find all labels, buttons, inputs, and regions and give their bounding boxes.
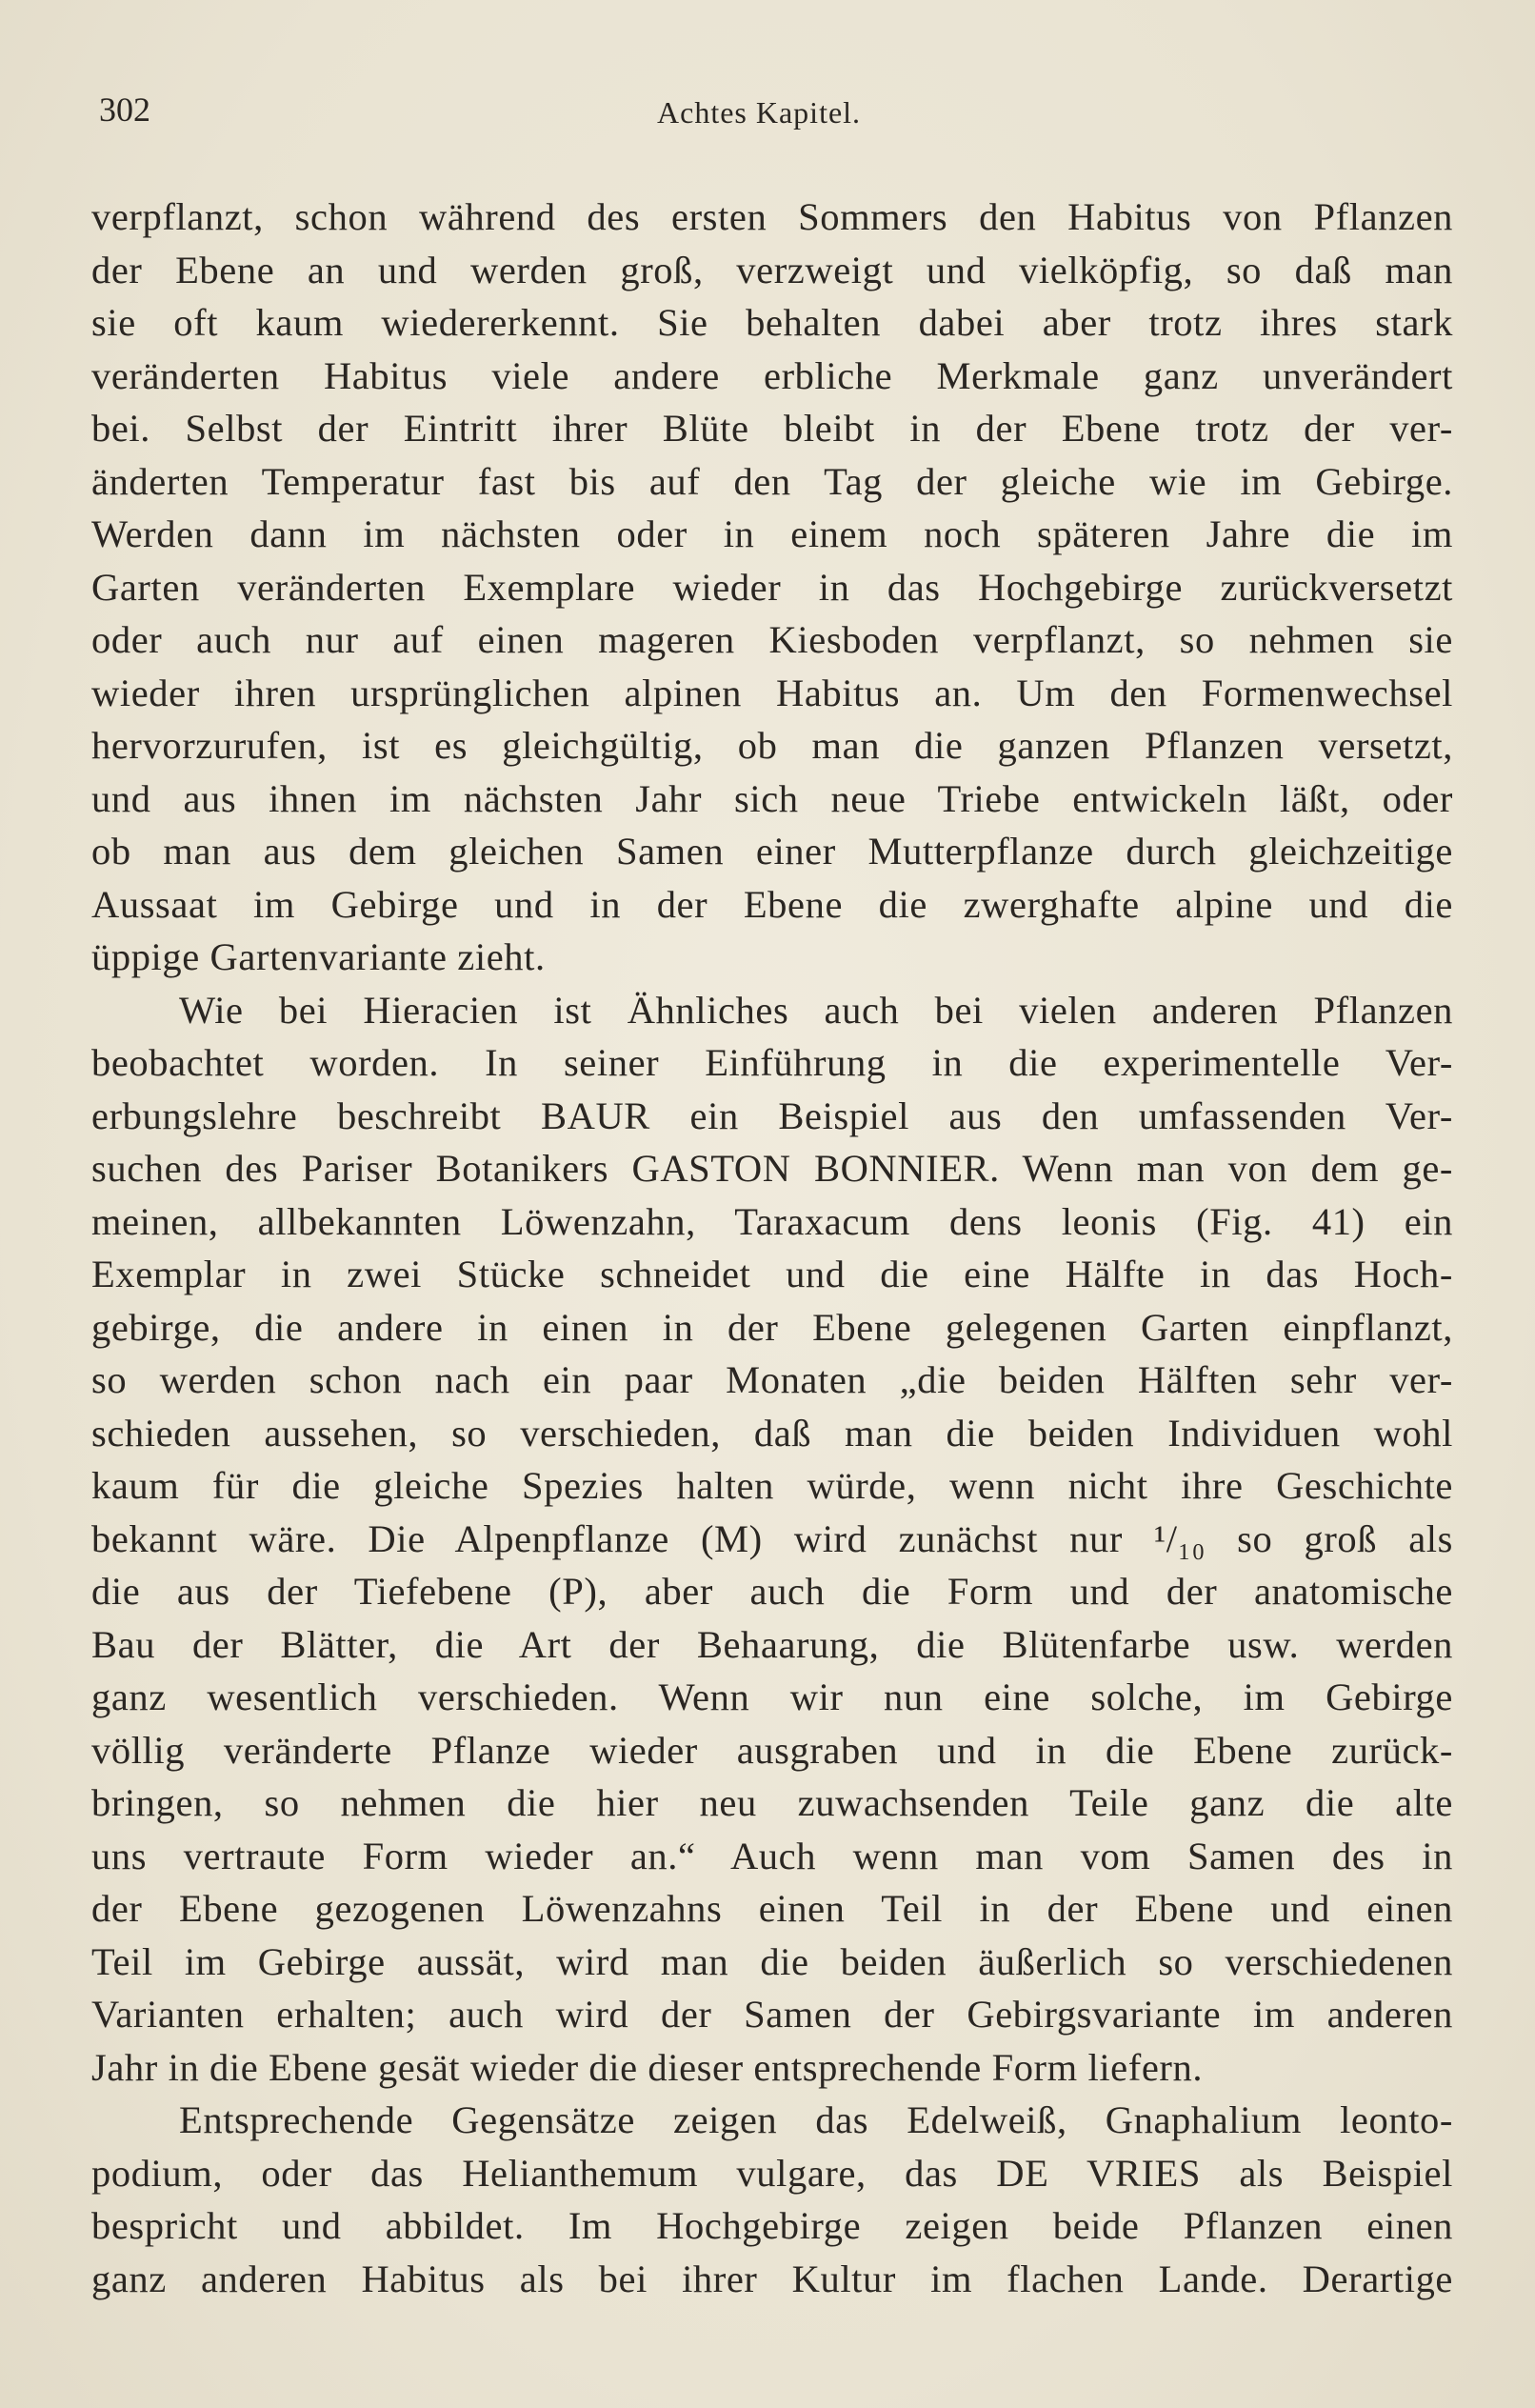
text-line: ob man aus dem gleichen Samen einer Mutterpflanze durch gleichzeitige bbox=[91, 830, 1453, 873]
text-line: wieder ihren ursprünglichen alpinen Habitus an. Um den Formenwechsel bbox=[91, 671, 1453, 714]
text-line: Bau der Blätter, die Art der Behaarung, die Blütenfarbe usw. werden bbox=[91, 1622, 1453, 1666]
body-text bbox=[91, 191, 1453, 2305]
text-line: Jahr in die Ebene gesät wieder die dieser entsprechende Form liefern. bbox=[91, 2045, 1204, 2089]
text-line: uns vertraute Form wieder an.“ Auch wenn man vom Samen des in bbox=[91, 1834, 1453, 1877]
page-number: 302 bbox=[99, 90, 150, 129]
text-line: üppige Gartenvariante zieht. bbox=[91, 935, 546, 978]
text-line: der Ebene an und werden groß, verzweigt und vielköpfig, so daß man bbox=[91, 248, 1453, 291]
text-line: bei. Selbst der Eintritt ihrer Blüte bleibt in der Ebene trotz der ver- bbox=[91, 407, 1453, 450]
text-line: Aussaat im Gebirge und in der Ebene die zwerghafte alpine und die bbox=[91, 882, 1453, 926]
page-header bbox=[99, 90, 1444, 137]
text-line: suchen des Pariser Botanikers GASTON BONNIER. Wenn man von dem ge- bbox=[91, 1147, 1453, 1190]
text-line: meinen, allbekannten Löwenzahn, Taraxacum dens leonis (Fig. 41) ein bbox=[91, 1199, 1453, 1243]
text-line: so werden schon nach ein paar Monaten „die beiden Hälften sehr ver- bbox=[91, 1358, 1453, 1401]
text-line: erbungslehre beschreibt BAUR ein Beispiel aus den umfassenden Ver- bbox=[91, 1094, 1453, 1137]
text-line: Exemplar in zwei Stücke schneidet und die eine Hälfte in das Hoch- bbox=[91, 1253, 1453, 1295]
paragraph-2 bbox=[91, 984, 1453, 2095]
text-line: ganz anderen Habitus als bei ihrer Kultur im flachen Lande. Derartige bbox=[91, 2257, 1453, 2300]
text-line: bringen, so nehmen die hier neu zuwachsenden Teile ganz die alte bbox=[91, 1781, 1453, 1824]
text-line: Entsprechende Gegensätze zeigen das Edelweiß, Gnaphalium leonto- bbox=[179, 2098, 1453, 2141]
text-line: sie oft kaum wiedererkennt. Sie behalten dabei aber trotz ihres stark bbox=[91, 301, 1453, 344]
text-line: veränderten Habitus viele andere erbliche Merkmale ganz unverändert bbox=[91, 353, 1453, 397]
paragraph-3 bbox=[91, 2094, 1453, 2305]
text-line: oder auch nur auf einen mageren Kiesboden verpflanzt, so nehmen sie bbox=[91, 618, 1453, 661]
text-line: gebirge, die andere in einen in der Ebene gelegenen Garten einpflanzt, bbox=[91, 1305, 1453, 1349]
text-line: hervorzurufen, ist es gleichgültig, ob man die ganzen Pflanzen versetzt, bbox=[91, 724, 1453, 767]
text-line: Varianten erhalten; auch wird der Samen der Gebirgsvariante im anderen bbox=[91, 1993, 1453, 2036]
text-line: Werden dann im nächsten oder in einem noch späteren Jahre die im bbox=[91, 512, 1453, 555]
text-line: beobachtet worden. In seiner Einführung in die experimentelle Ver- bbox=[91, 1041, 1453, 1084]
text-line: podium, oder das Helianthemum vulgare, das DE VRIES als Beispiel bbox=[91, 2151, 1453, 2195]
text-line: bekannt wäre. Die Alpenpflanze (M) wird zunächst nur ¹/₁₀ so groß als bbox=[91, 1516, 1453, 1560]
text-line: schieden aussehen, so verschieden, daß man die beiden Individuen wohl bbox=[91, 1411, 1453, 1455]
text-line: bespricht und abbildet. Im Hochgebirge zeigen beide Pflanzen einen bbox=[91, 2204, 1453, 2247]
text-line: ganz wesentlich verschieden. Wenn wir nun eine solche, im Gebirge bbox=[91, 1676, 1453, 1718]
text-line: kaum für die gleiche Spezies halten würde, wenn nicht ihre Geschichte bbox=[91, 1464, 1453, 1507]
running-head: Achtes Kapitel. bbox=[657, 95, 862, 130]
text-line: verpflanzt, schon während des ersten Sommers den Habitus von Pflanzen bbox=[91, 195, 1453, 238]
text-line: Teil im Gebirge aussät, wird man die beiden äußerlich so verschiedenen bbox=[91, 1939, 1453, 1983]
text-line: änderten Temperatur fast bis auf den Tag der gleiche wie im Gebirge. bbox=[91, 459, 1453, 503]
paragraph-1 bbox=[91, 191, 1453, 984]
text-line: die aus der Tiefebene (P), aber auch die Form und der anatomische bbox=[91, 1570, 1453, 1613]
text-line: Wie bei Hieracien ist Ähnliches auch bei vielen anderen Pflanzen bbox=[179, 988, 1453, 1032]
text-line: Garten veränderten Exemplare wieder in das Hochgebirge zurückversetzt bbox=[91, 565, 1453, 609]
text-line: der Ebene gezogenen Löwenzahns einen Teil in der Ebene und einen bbox=[91, 1887, 1453, 1930]
text-line: und aus ihnen im nächsten Jahr sich neue Triebe entwickeln läßt, oder bbox=[91, 776, 1453, 820]
text-line: völlig veränderte Pflanze wieder ausgraben und in die Ebene zurück- bbox=[91, 1728, 1453, 1772]
